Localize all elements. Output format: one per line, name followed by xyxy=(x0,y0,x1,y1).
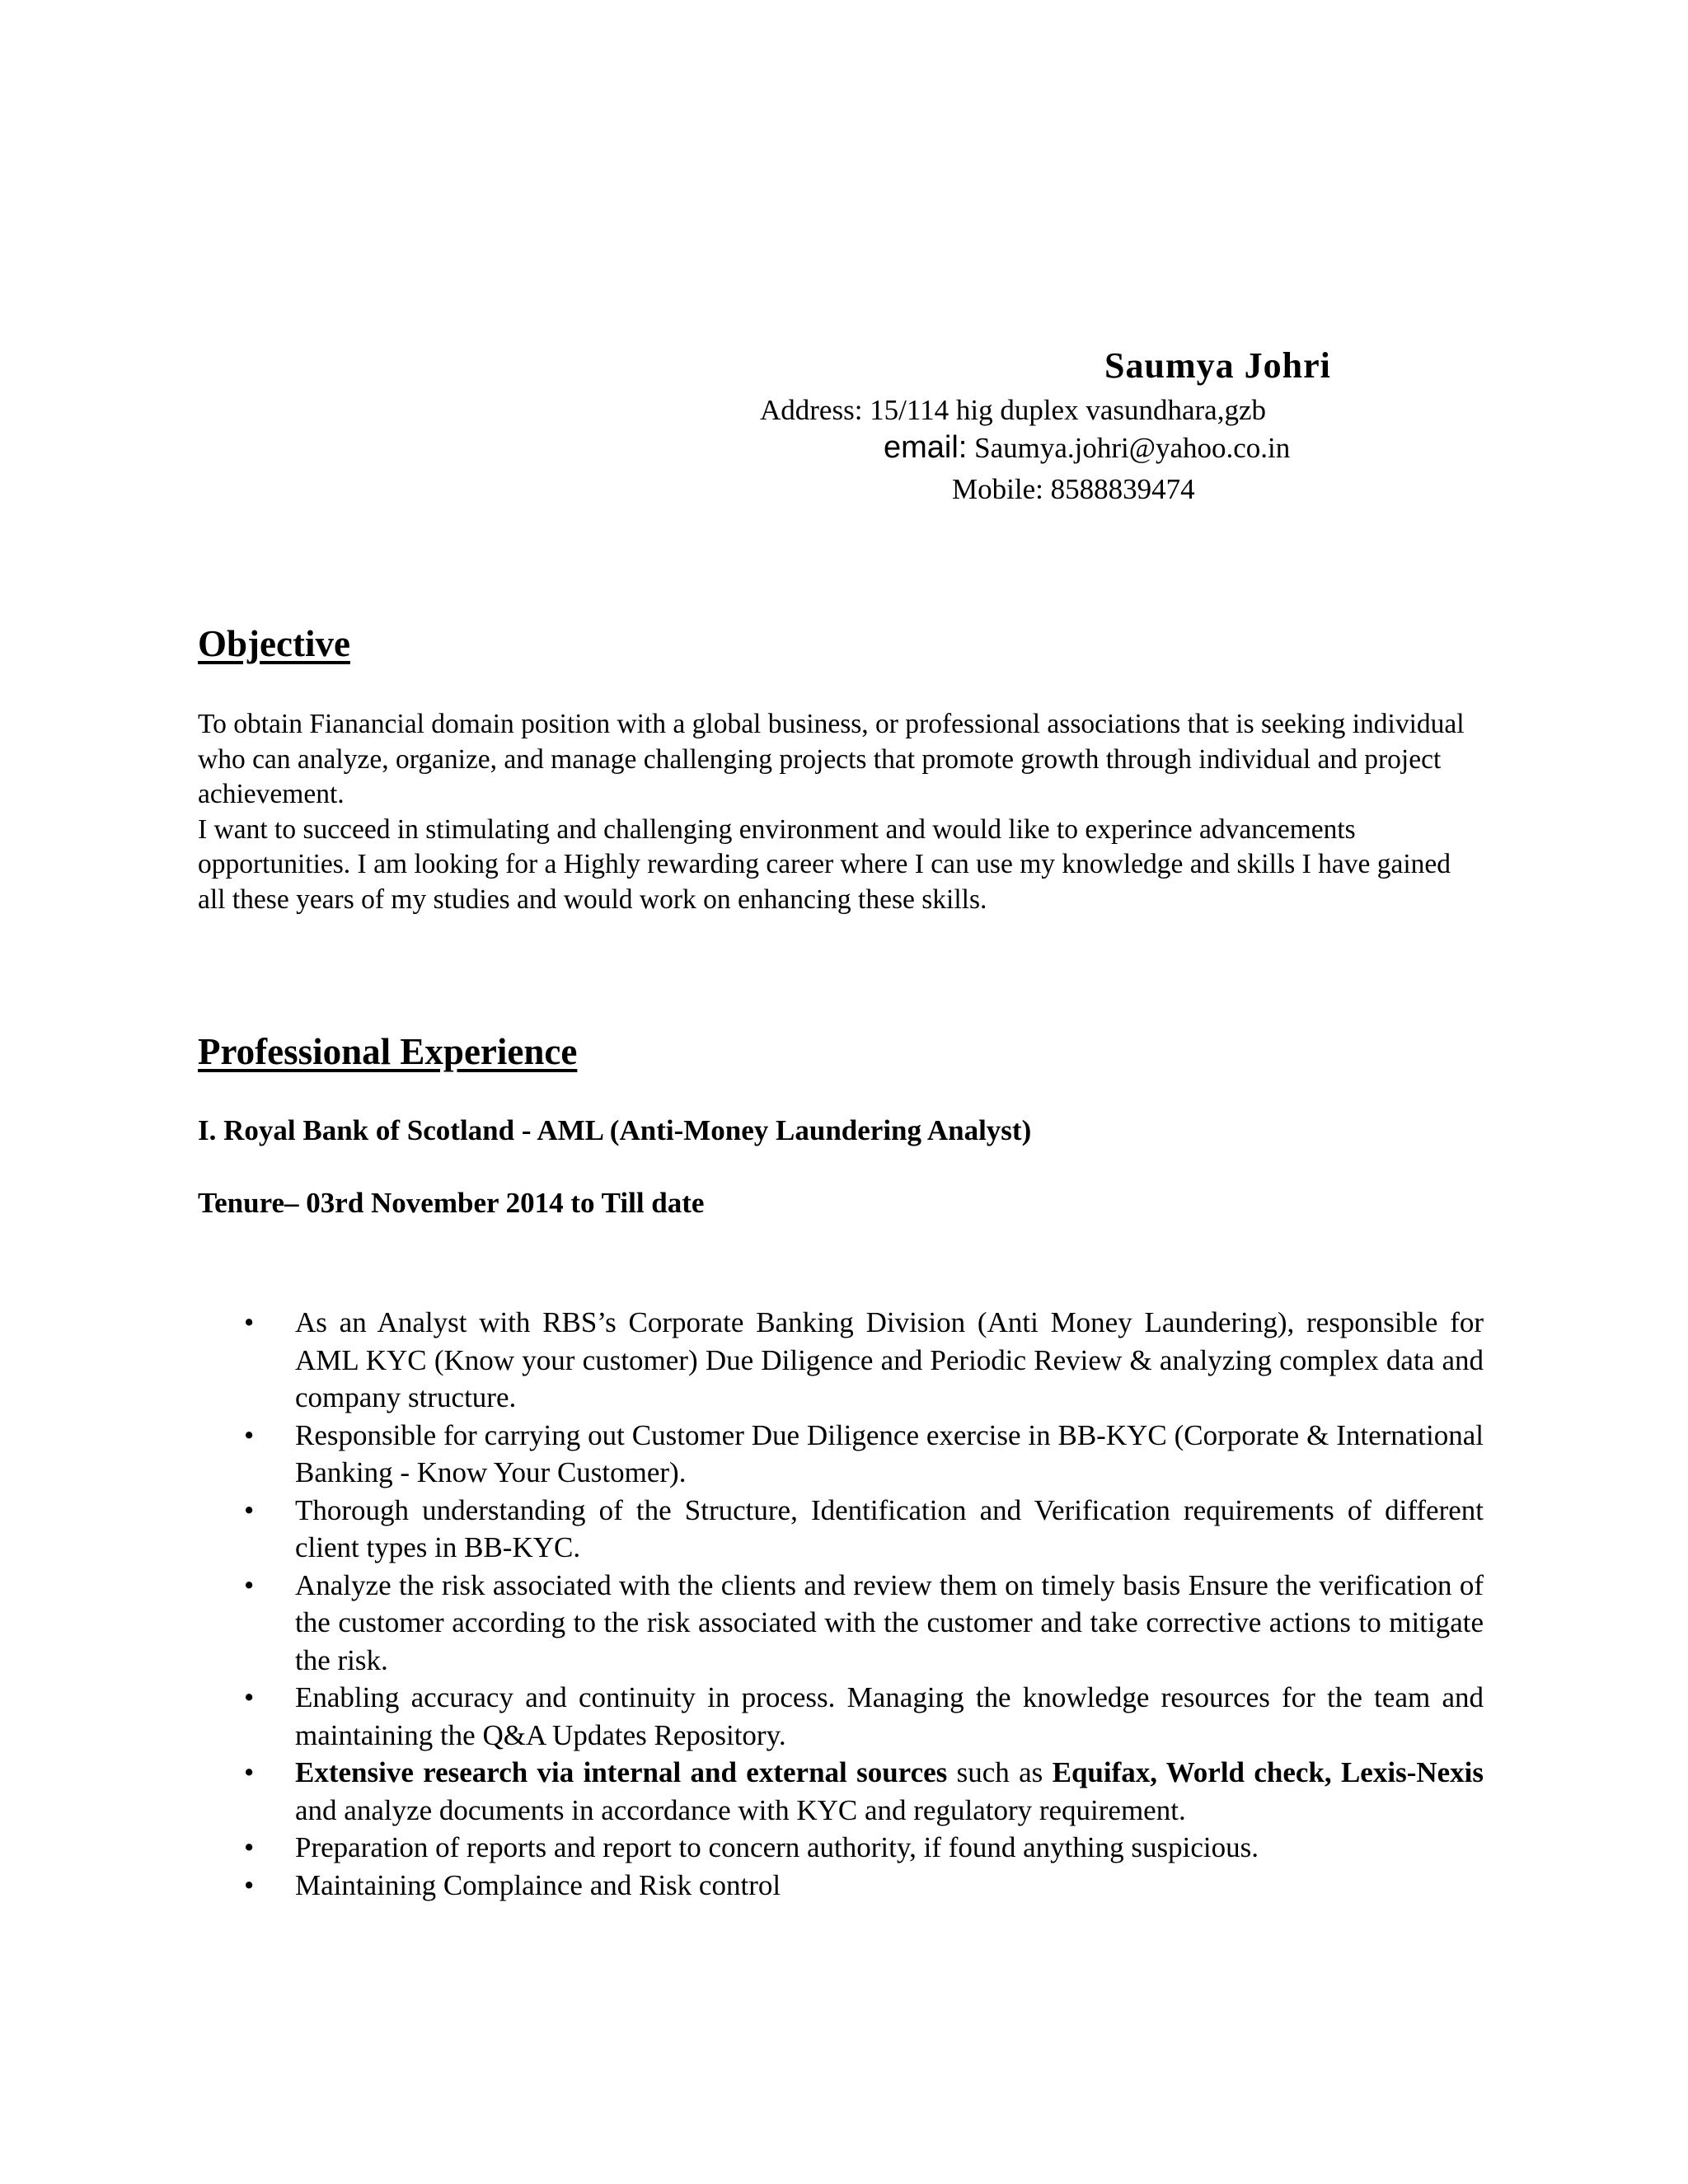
duty-item xyxy=(198,1679,1484,1754)
duty-text: Enabling accuracy and continuity in process. Managing the knowledge resources for the team and maintaining the Q&A Updates Repository. xyxy=(295,1681,1484,1751)
bullet-icon: • xyxy=(244,1681,255,1713)
duty-text: Preparation of reports and report to concern authority, if found anything suspicious. xyxy=(295,1831,1259,1863)
bullet-icon: • xyxy=(244,1868,255,1901)
duty-text: Thorough understanding of the Structure, Identification and Verification requirements of different client types in BB-KYC. xyxy=(295,1493,1484,1563)
duty-text: As an Analyst with RBS’s Corporate Banking Division (Anti Money Laundering), responsible for AML KYC (Know your customer) Due Diligence and Periodic Review & analyzing complex data and company structure. xyxy=(295,1306,1484,1413)
experience-heading: Professional Experience xyxy=(198,1031,578,1072)
email-line xyxy=(884,430,1290,466)
job-title: I. Royal Bank of Scotland - AML (Anti-Money Laundering Analyst) xyxy=(198,1114,1032,1146)
research-text-2: and analyze documents in accordance with KYC and regulatory requirement. xyxy=(295,1793,1186,1826)
bullet-icon: • xyxy=(244,1756,255,1788)
mobile-line: Mobile: 8588839474 xyxy=(952,473,1195,505)
duty-item xyxy=(198,1417,1484,1492)
research-sources: Equifax, World check, Lexis-Nexis xyxy=(1052,1756,1484,1788)
research-text-1: such as xyxy=(947,1756,1053,1788)
duty-item xyxy=(198,1567,1484,1680)
duty-item xyxy=(198,1829,1484,1867)
bullet-icon: • xyxy=(244,1493,255,1526)
duty-item xyxy=(198,1492,1484,1567)
duty-text: Analyze the risk associated with the clients and review them on timely basis Ensure the verification of the customer according to the risk associated with the customer and take corrective actions to mitigate the risk. xyxy=(295,1568,1484,1676)
duty-item xyxy=(198,1867,1484,1905)
duty-text: Maintaining Complaince and Risk control xyxy=(295,1868,781,1901)
bullet-icon: • xyxy=(244,1831,255,1863)
address-line: Address: 15/114 hig duplex vasundhara,gzb xyxy=(760,394,1267,426)
objective-paragraph-1: To obtain Fianancial domain position with a global business, or professional associations that is seeking individual who can analyze, organize, and manage challenging projects that promote growth through individual and project achievement. xyxy=(198,709,1465,809)
objective-paragraph-2: I want to succeed in stimulating and challenging environment and would like to experince advancements opportunities. I am looking for a Highly rewarding career where I can use my knowledge and skills I have gained all these years of my studies and would work on enhancing these skills. xyxy=(198,813,1451,915)
job-tenure: Tenure– 03rd November 2014 to Till date xyxy=(198,1187,705,1219)
bullet-icon: • xyxy=(244,1568,255,1601)
bullet-icon: • xyxy=(244,1306,255,1338)
candidate-name: Saumya Johri xyxy=(1104,345,1331,386)
duty-item-research xyxy=(198,1754,1484,1829)
research-bold-phrase: Extensive research via internal and external sources xyxy=(295,1756,948,1788)
duties-list xyxy=(198,1304,1484,1904)
bullet-icon: • xyxy=(244,1418,255,1451)
duty-text xyxy=(295,1754,1484,1829)
objective-heading: Objective xyxy=(198,623,350,664)
duty-text: Responsible for carrying out Customer Due Diligence exercise in BB-KYC (Corporate & International Banking - Know Your Customer). xyxy=(295,1418,1484,1488)
email-label: email: xyxy=(884,430,968,465)
duty-item xyxy=(198,1304,1484,1417)
objective-text xyxy=(198,707,1484,917)
email-value: Saumya.johri@yahoo.co.in xyxy=(974,432,1291,464)
